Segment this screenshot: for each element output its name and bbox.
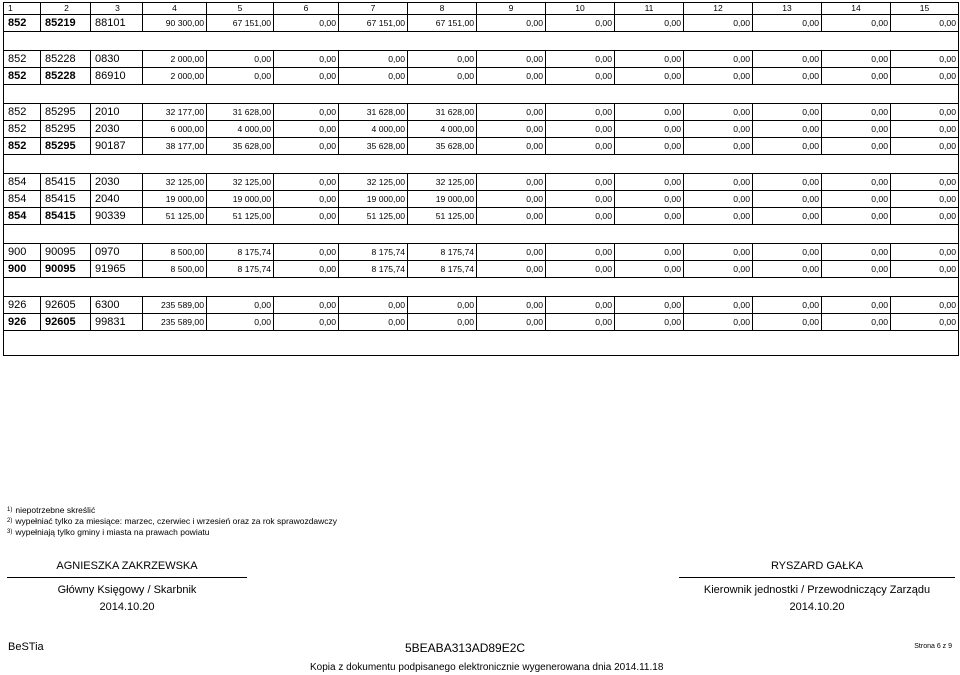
table-row <box>4 51 959 68</box>
table-cell: 0830 <box>91 51 143 68</box>
table-cell: 854 <box>4 174 41 191</box>
table-cell: 0,00 <box>546 15 615 32</box>
table-cell: 852 <box>4 15 41 32</box>
table-cell: 926 <box>4 314 41 331</box>
table-cell: 0,00 <box>408 51 477 68</box>
table-cell: 0,00 <box>274 297 339 314</box>
table-cell: 0,00 <box>339 314 408 331</box>
table-cell: 0,00 <box>546 121 615 138</box>
table-cell: 0,00 <box>891 261 959 278</box>
table-cell: 67 151,00 <box>408 15 477 32</box>
group-separator <box>4 155 959 174</box>
table-cell: 0,00 <box>274 104 339 121</box>
table-cell: 8 175,74 <box>408 244 477 261</box>
table-cell: 0,00 <box>207 51 274 68</box>
signature-left-date: 2014.10.20 <box>99 601 155 613</box>
table-cell: 8 175,74 <box>207 244 274 261</box>
table-cell: 0,00 <box>546 208 615 225</box>
table-cell: 235 589,00 <box>143 314 207 331</box>
table-row <box>4 138 959 155</box>
table-cell: 0,00 <box>408 68 477 85</box>
table-cell: 8 175,74 <box>339 261 408 278</box>
table-cell: 32 125,00 <box>207 174 274 191</box>
table-cell: 2 000,00 <box>143 68 207 85</box>
table-cell: 0,00 <box>891 104 959 121</box>
column-number-row <box>4 3 959 15</box>
table-cell: 0,00 <box>274 261 339 278</box>
column-number: 1 <box>4 3 41 15</box>
table-cell: 854 <box>4 208 41 225</box>
table-cell: 0,00 <box>477 68 546 85</box>
table-cell: 852 <box>4 138 41 155</box>
group-separator <box>4 278 959 297</box>
table-cell: 85295 <box>41 121 91 138</box>
separator-cell <box>4 85 959 104</box>
signature-left-role: Główny Księgowy / Skarbnik <box>57 584 197 596</box>
table-cell: 0,00 <box>753 244 822 261</box>
table-cell: 0,00 <box>684 68 753 85</box>
signature-left-name: AGNIESZKA ZAKRZEWSKA <box>56 560 198 572</box>
table-cell: 0,00 <box>546 261 615 278</box>
table-cell: 31 628,00 <box>207 104 274 121</box>
table-cell: 0,00 <box>274 314 339 331</box>
signature-right-date: 2014.10.20 <box>789 601 845 613</box>
table-cell: 0,00 <box>477 297 546 314</box>
table-cell: 85415 <box>41 208 91 225</box>
footnote-mark: 3) <box>7 529 13 535</box>
table-cell: 852 <box>4 68 41 85</box>
table-cell: 0,00 <box>753 104 822 121</box>
table-cell: 4 000,00 <box>339 121 408 138</box>
table-cell: 0,00 <box>615 51 684 68</box>
table-cell: 4 000,00 <box>408 121 477 138</box>
signature-left <box>7 560 247 613</box>
table-cell: 0,00 <box>684 191 753 208</box>
table-cell: 0,00 <box>753 51 822 68</box>
table-cell: 2040 <box>91 191 143 208</box>
page-number: Strona 6 z 9 <box>914 643 952 650</box>
table-cell: 0,00 <box>822 104 891 121</box>
table-cell: 0,00 <box>207 314 274 331</box>
table-cell: 0,00 <box>753 138 822 155</box>
table-cell: 0,00 <box>615 297 684 314</box>
table-cell: 0,00 <box>822 297 891 314</box>
table-cell: 0,00 <box>274 138 339 155</box>
table-cell: 85415 <box>41 191 91 208</box>
table-row <box>4 191 959 208</box>
table-cell: 0,00 <box>207 68 274 85</box>
group-separator <box>4 32 959 51</box>
table-cell: 8 175,74 <box>207 261 274 278</box>
column-number: 15 <box>891 3 959 15</box>
table-cell: 85228 <box>41 68 91 85</box>
table-cell: 0,00 <box>684 261 753 278</box>
table-cell: 8 175,74 <box>339 244 408 261</box>
footnote <box>7 516 337 527</box>
table-cell: 0,00 <box>822 15 891 32</box>
table-cell: 0,00 <box>822 314 891 331</box>
table-cell: 0,00 <box>891 138 959 155</box>
table-row <box>4 174 959 191</box>
table-cell: 19 000,00 <box>339 191 408 208</box>
table-row <box>4 261 959 278</box>
table-row <box>4 68 959 85</box>
table-cell: 0,00 <box>274 121 339 138</box>
table-cell: 0,00 <box>477 104 546 121</box>
column-number: 5 <box>207 3 274 15</box>
table-cell: 85295 <box>41 138 91 155</box>
separator-cell <box>4 331 959 356</box>
table-cell: 852 <box>4 51 41 68</box>
column-number: 12 <box>684 3 753 15</box>
table-cell: 0,00 <box>891 208 959 225</box>
table-cell: 0,00 <box>546 138 615 155</box>
table-cell: 0,00 <box>546 68 615 85</box>
table-cell: 0,00 <box>615 191 684 208</box>
table-cell: 32 125,00 <box>143 174 207 191</box>
table-cell: 0,00 <box>891 244 959 261</box>
table-cell: 0,00 <box>684 51 753 68</box>
table-cell: 19 000,00 <box>207 191 274 208</box>
table-cell: 0,00 <box>546 51 615 68</box>
table-cell: 0,00 <box>822 191 891 208</box>
table-cell: 0,00 <box>615 15 684 32</box>
table-cell: 854 <box>4 191 41 208</box>
column-number: 10 <box>546 3 615 15</box>
separator-cell <box>4 32 959 51</box>
table-cell: 0,00 <box>753 121 822 138</box>
table-cell: 92605 <box>41 314 91 331</box>
table-cell: 0,00 <box>822 174 891 191</box>
separator-cell <box>4 278 959 297</box>
table-cell: 67 151,00 <box>207 15 274 32</box>
table-cell: 852 <box>4 104 41 121</box>
table-cell: 51 125,00 <box>143 208 207 225</box>
table-cell: 35 628,00 <box>207 138 274 155</box>
table-cell: 0,00 <box>891 51 959 68</box>
table-cell: 86910 <box>91 68 143 85</box>
table-cell: 0,00 <box>615 261 684 278</box>
footnote-text: wypełniać tylko za miesiące: marzec, czerwiec i wrzesień oraz za rok sprawozdawczy <box>15 516 338 526</box>
table-cell: 67 151,00 <box>339 15 408 32</box>
group-separator <box>4 85 959 104</box>
table-cell: 0,00 <box>615 244 684 261</box>
table-cell: 0,00 <box>684 314 753 331</box>
table-cell: 6 000,00 <box>143 121 207 138</box>
table-cell: 0,00 <box>274 174 339 191</box>
table-cell: 0,00 <box>477 15 546 32</box>
table-cell: 85219 <box>41 15 91 32</box>
table-cell: 92605 <box>41 297 91 314</box>
table-cell: 99831 <box>91 314 143 331</box>
table-cell: 0,00 <box>546 191 615 208</box>
table-cell: 0,00 <box>274 15 339 32</box>
group-separator <box>4 331 959 356</box>
table-cell: 0,00 <box>408 297 477 314</box>
table-cell: 0,00 <box>546 297 615 314</box>
footnote-mark: 1) <box>7 507 13 513</box>
table-cell: 0,00 <box>477 138 546 155</box>
table-row <box>4 15 959 32</box>
software-name: BeSTia <box>8 641 44 653</box>
table-cell: 2 000,00 <box>143 51 207 68</box>
table-cell: 0970 <box>91 244 143 261</box>
separator-cell <box>4 225 959 244</box>
table-cell: 0,00 <box>753 191 822 208</box>
signature-left-line <box>7 577 247 578</box>
table-cell: 0,00 <box>753 68 822 85</box>
column-number: 11 <box>615 3 684 15</box>
table-row <box>4 121 959 138</box>
table-cell: 0,00 <box>891 191 959 208</box>
table-cell: 90095 <box>41 261 91 278</box>
table-cell: 0,00 <box>615 104 684 121</box>
table-cell: 0,00 <box>684 174 753 191</box>
table-row <box>4 208 959 225</box>
table-cell: 6300 <box>91 297 143 314</box>
table-cell: 0,00 <box>615 174 684 191</box>
table-cell: 0,00 <box>477 191 546 208</box>
table-cell: 0,00 <box>891 68 959 85</box>
table-row <box>4 104 959 121</box>
footnote-text: wypełniają tylko gminy i miasta na prawach powiatu <box>15 527 210 537</box>
signature-right <box>679 560 955 613</box>
table-cell: 0,00 <box>339 68 408 85</box>
footnote-mark: 2) <box>7 518 13 524</box>
table-cell: 88101 <box>91 15 143 32</box>
table-cell: 0,00 <box>891 297 959 314</box>
footnote <box>7 527 337 538</box>
table-cell: 0,00 <box>274 191 339 208</box>
table-cell: 0,00 <box>822 261 891 278</box>
table-cell: 90187 <box>91 138 143 155</box>
table-cell: 8 175,74 <box>408 261 477 278</box>
table-cell: 0,00 <box>477 208 546 225</box>
table-cell: 0,00 <box>684 121 753 138</box>
table-cell: 0,00 <box>753 297 822 314</box>
footnote-text: niepotrzebne skreślić <box>15 505 96 515</box>
table-cell: 32 125,00 <box>339 174 408 191</box>
signature-right-line <box>679 577 955 578</box>
table-cell: 31 628,00 <box>408 104 477 121</box>
table-cell: 85295 <box>41 104 91 121</box>
column-number: 14 <box>822 3 891 15</box>
table-cell: 0,00 <box>822 208 891 225</box>
separator-cell <box>4 155 959 174</box>
table-cell: 19 000,00 <box>408 191 477 208</box>
table-cell: 35 628,00 <box>339 138 408 155</box>
table-cell: 0,00 <box>822 68 891 85</box>
table-row <box>4 314 959 331</box>
table-cell: 0,00 <box>753 261 822 278</box>
table-cell: 0,00 <box>615 314 684 331</box>
table-cell: 32 177,00 <box>143 104 207 121</box>
table-cell: 0,00 <box>477 174 546 191</box>
table-cell: 19 000,00 <box>143 191 207 208</box>
table-cell: 0,00 <box>891 15 959 32</box>
table-cell: 0,00 <box>408 314 477 331</box>
table-cell: 0,00 <box>684 104 753 121</box>
table-cell: 0,00 <box>546 314 615 331</box>
column-number: 6 <box>274 3 339 15</box>
column-number: 3 <box>91 3 143 15</box>
table-cell: 0,00 <box>274 68 339 85</box>
table-cell: 2010 <box>91 104 143 121</box>
column-number: 8 <box>408 3 477 15</box>
column-number: 4 <box>143 3 207 15</box>
table-cell: 0,00 <box>684 297 753 314</box>
table-cell: 0,00 <box>477 261 546 278</box>
table-cell: 0,00 <box>477 244 546 261</box>
column-number: 2 <box>41 3 91 15</box>
signature-right-role: Kierownik jednostki / Przewodniczący Zarządu <box>703 584 931 596</box>
table-cell: 90 300,00 <box>143 15 207 32</box>
table-cell: 0,00 <box>546 174 615 191</box>
budget-table <box>3 2 959 356</box>
table-cell: 0,00 <box>477 121 546 138</box>
table-cell: 2030 <box>91 121 143 138</box>
table-cell: 31 628,00 <box>339 104 408 121</box>
table-cell: 51 125,00 <box>408 208 477 225</box>
table-cell: 900 <box>4 261 41 278</box>
group-separator <box>4 225 959 244</box>
table-cell: 0,00 <box>477 314 546 331</box>
column-number: 7 <box>339 3 408 15</box>
table-cell: 0,00 <box>339 297 408 314</box>
signature-right-name: RYSZARD GAŁKA <box>770 560 864 572</box>
table-row <box>4 297 959 314</box>
column-number: 13 <box>753 3 822 15</box>
table-cell: 0,00 <box>615 138 684 155</box>
table-cell: 51 125,00 <box>339 208 408 225</box>
table-cell: 0,00 <box>753 174 822 191</box>
table-cell: 0,00 <box>753 15 822 32</box>
table-cell: 0,00 <box>753 208 822 225</box>
table-cell: 0,00 <box>615 121 684 138</box>
table-cell: 0,00 <box>546 244 615 261</box>
table-cell: 90339 <box>91 208 143 225</box>
table-cell: 900 <box>4 244 41 261</box>
table-row <box>4 244 959 261</box>
table-cell: 90095 <box>41 244 91 261</box>
table-cell: 0,00 <box>822 244 891 261</box>
copy-note: Kopia z dokumentu podpisanego elektronicznie wygenerowana dnia 2014.11.18 <box>310 662 664 673</box>
table-cell: 8 500,00 <box>143 244 207 261</box>
table-cell: 85415 <box>41 174 91 191</box>
footnote <box>7 505 337 516</box>
table-cell: 0,00 <box>822 51 891 68</box>
table-cell: 852 <box>4 121 41 138</box>
table-cell: 0,00 <box>546 104 615 121</box>
table-cell: 0,00 <box>822 138 891 155</box>
table-cell: 0,00 <box>274 208 339 225</box>
table-cell: 0,00 <box>753 314 822 331</box>
table-cell: 0,00 <box>339 51 408 68</box>
table-cell: 0,00 <box>891 121 959 138</box>
table-cell: 35 628,00 <box>408 138 477 155</box>
table-cell: 0,00 <box>891 314 959 331</box>
table-cell: 235 589,00 <box>143 297 207 314</box>
table-cell: 38 177,00 <box>143 138 207 155</box>
table-cell: 4 000,00 <box>207 121 274 138</box>
table-cell: 0,00 <box>822 121 891 138</box>
document-code: 5BEABA313AD89E2C <box>405 641 526 655</box>
column-number: 9 <box>477 3 546 15</box>
table-cell: 0,00 <box>615 208 684 225</box>
table-cell: 0,00 <box>684 208 753 225</box>
table-cell: 32 125,00 <box>408 174 477 191</box>
table-cell: 0,00 <box>684 15 753 32</box>
table-cell: 85228 <box>41 51 91 68</box>
table-cell: 51 125,00 <box>207 208 274 225</box>
table-cell: 0,00 <box>684 138 753 155</box>
table-cell: 0,00 <box>684 244 753 261</box>
table-cell: 0,00 <box>274 244 339 261</box>
table-cell: 0,00 <box>477 51 546 68</box>
table-cell: 0,00 <box>207 297 274 314</box>
table-cell: 0,00 <box>615 68 684 85</box>
table-cell: 91965 <box>91 261 143 278</box>
table-cell: 0,00 <box>891 174 959 191</box>
table-cell: 2030 <box>91 174 143 191</box>
table-cell: 926 <box>4 297 41 314</box>
table-cell: 8 500,00 <box>143 261 207 278</box>
table-cell: 0,00 <box>274 51 339 68</box>
footnotes <box>7 505 337 538</box>
